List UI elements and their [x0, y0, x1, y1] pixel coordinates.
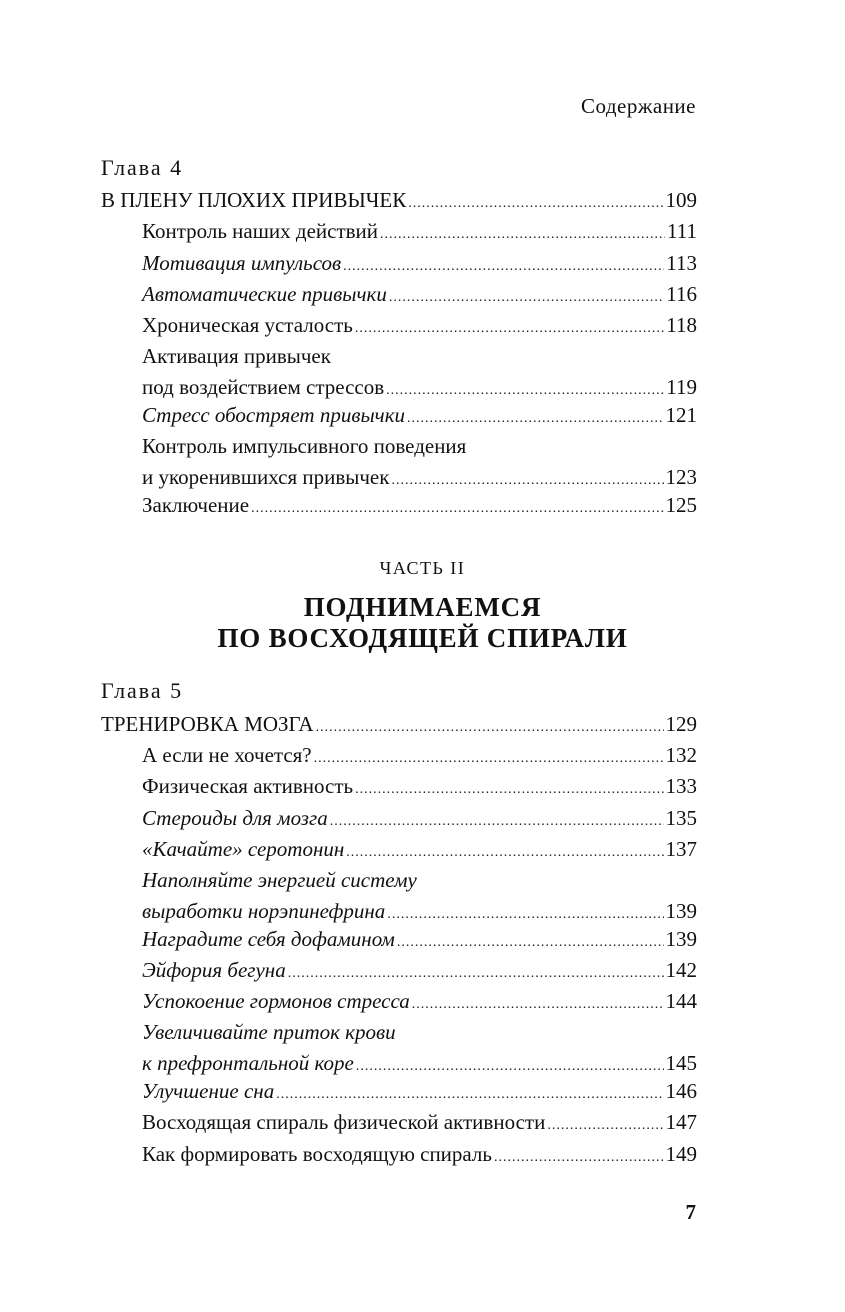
- toc-page: 142: [665, 958, 697, 982]
- toc-page: 116: [666, 282, 697, 306]
- part-title-line2: ПО ВОСХОДЯЩЕЙ СПИРАЛИ: [217, 623, 628, 653]
- toc-entry: [142, 216, 697, 250]
- toc-entry: [142, 1107, 697, 1141]
- toc-entry: [142, 771, 697, 805]
- toc-title-line1: Активация привычек: [142, 344, 331, 368]
- running-head: Содержание: [580, 94, 696, 118]
- toc-entry: [142, 955, 697, 989]
- toc-entry: [142, 248, 697, 282]
- toc-title: Наградите себя дофамином: [142, 927, 395, 951]
- toc-page: 109: [665, 188, 697, 212]
- toc-title: Восходящая спираль физической активности: [142, 1110, 546, 1134]
- toc-title: Успокоение гормонов стресса: [142, 989, 410, 1013]
- toc-page: 132: [665, 743, 697, 767]
- toc-page: 129: [665, 712, 697, 736]
- toc-page: 123: [665, 465, 697, 489]
- toc-title: Заключение: [142, 493, 250, 517]
- toc-title: «Качайте» серотонин: [142, 837, 345, 861]
- toc-entry: [142, 986, 697, 1020]
- toc-entry: [142, 1076, 697, 1110]
- toc-entry: [142, 279, 697, 313]
- toc-entry: [142, 924, 697, 958]
- toc-entry: [142, 1017, 697, 1082]
- toc-title: под воздействием стрессов: [142, 375, 385, 399]
- toc-page: 121: [665, 403, 697, 427]
- toc-page: 137: [665, 837, 697, 861]
- part-label: ЧАСТЬ II: [379, 558, 466, 578]
- toc-page: 113: [666, 251, 697, 275]
- toc-page: 119: [666, 375, 697, 399]
- toc-title: В ПЛЕНУ ПЛОХИХ ПРИВЫЧЕК: [101, 188, 407, 212]
- toc-entry: [142, 865, 697, 930]
- toc-title: Автоматические привычки: [142, 282, 387, 306]
- toc-entry: [142, 740, 697, 774]
- toc-entry: [142, 1139, 697, 1173]
- toc-title-line1: Увеличивайте приток крови: [142, 1020, 396, 1044]
- toc-page: 145: [665, 1051, 697, 1075]
- toc-entry: [142, 431, 697, 496]
- toc-page: 149: [665, 1142, 697, 1166]
- chapter-5-label: Глава 5: [101, 678, 184, 703]
- chapter-5-title-entry: [101, 709, 697, 743]
- toc-page: 111: [667, 219, 697, 243]
- toc-entry: [142, 341, 697, 406]
- chapter-4-label: Глава 4: [101, 155, 184, 180]
- toc-title: А если не хочется?: [142, 743, 312, 767]
- toc-page: 144: [665, 989, 697, 1013]
- toc-page: 139: [665, 899, 697, 923]
- toc-entry: [142, 490, 697, 524]
- toc-title-line1: Контроль импульсивного поведения: [142, 434, 467, 458]
- toc-title: Хроническая усталость: [142, 313, 353, 337]
- toc-page: 135: [665, 806, 697, 830]
- toc-page: 133: [665, 774, 697, 798]
- toc-title: Как формировать восходящую спираль: [142, 1142, 492, 1166]
- toc-title: и укоренившихся привычек: [142, 465, 390, 489]
- toc-title: ТРЕНИРОВКА МОЗГА: [101, 712, 314, 736]
- toc-entry: [142, 834, 697, 868]
- toc-title: к префронтальной коре: [142, 1051, 354, 1075]
- toc-entry: [142, 400, 697, 434]
- toc-title: Улучшение сна: [142, 1079, 275, 1103]
- toc-title: выработки норэпинефрина: [142, 899, 386, 923]
- toc-page: 139: [665, 927, 697, 951]
- toc-title: Стресс обостряет привычки: [142, 403, 406, 427]
- toc-title: Стероиды для мозга: [142, 806, 328, 830]
- part-title-line1: ПОДНИМАЕМСЯ: [303, 592, 542, 622]
- toc-title: Физическая активность: [142, 774, 354, 798]
- toc-entry: [142, 803, 697, 837]
- toc-page: 147: [665, 1110, 697, 1134]
- toc-page: 125: [665, 493, 697, 517]
- toc-page: 118: [666, 313, 697, 337]
- toc-title: Эйфория бегуна: [142, 958, 286, 982]
- toc-page: 146: [665, 1079, 697, 1103]
- toc-entry: [142, 310, 697, 344]
- chapter-4-title-entry: [101, 185, 697, 219]
- toc-title: Контроль наших действий: [142, 219, 379, 243]
- toc-title: Мотивация импульсов: [142, 251, 342, 275]
- toc-title-line1: Наполняйте энергией систему: [142, 868, 417, 892]
- page-number: 7: [685, 1200, 696, 1224]
